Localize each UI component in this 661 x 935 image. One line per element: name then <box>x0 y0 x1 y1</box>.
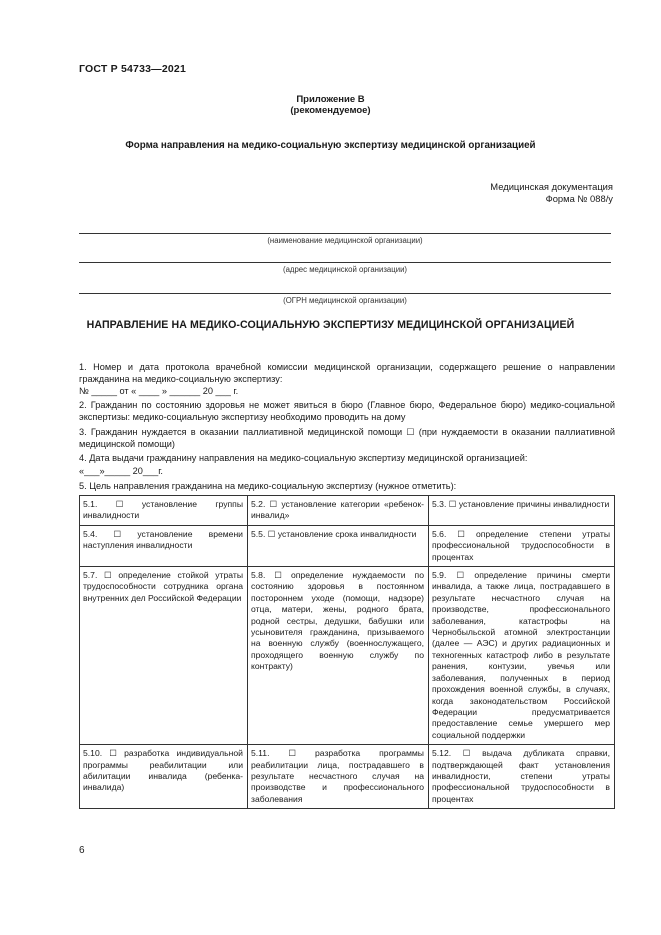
org-ogrn-line[interactable] <box>79 293 611 294</box>
org-name-line[interactable] <box>79 233 611 234</box>
item-4: 4. Дата выдачи гражданину направления на медико-социальную экспертизу медицинской организацией: <box>79 453 528 463</box>
table-row <box>80 745 615 809</box>
purpose-5-11[interactable]: 5.11. ☐ разработка программы реабилитации лица, пострадавшего в результате несчастного случая на производстве и профессионального заболевания <box>248 745 429 809</box>
document-meta <box>490 181 613 205</box>
purpose-5-1[interactable]: 5.1. ☐ установление группы инвалидности <box>80 496 248 526</box>
purpose-5-3[interactable]: 5.3. ☐ установление причины инвалидности <box>429 496 615 526</box>
purpose-5-2[interactable]: 5.2. ☐ установление категории «ребенок-инвалид» <box>248 496 429 526</box>
purpose-5-8[interactable]: 5.8. ☐ определение нуждаемости по состоянию здоровья в постоянном постороннем уходе (помощи, надзоре) отца, матери, жены, родного брата, родной сестры, дедушки, бабушки или усыновителя гражданина, призываемого на военную службу (военнослужащего, проходящего военную службу по контракту) <box>248 567 429 745</box>
table-row <box>80 525 615 566</box>
purpose-5-7[interactable]: 5.7. ☐ определение стойкой утраты трудоспособности сотрудника органа внутренних дел Российской Федерации <box>80 567 248 745</box>
purpose-5-4[interactable]: 5.4. ☐ установление времени наступления инвалидности <box>80 525 248 566</box>
annex-title: Приложение В <box>296 94 365 105</box>
item-4-fill[interactable]: «___»_____ 20___г. <box>79 466 163 476</box>
purpose-5-10[interactable]: 5.10. ☐ разработка индивидуальной программы реабилитации или абилитации инвалида (ребенка-инвалида) <box>80 745 248 809</box>
form-title: Форма направления на медико-социальную экспертизу медицинской организацией <box>125 140 536 151</box>
doc-type: Медицинская документация <box>490 181 613 192</box>
main-title: НАПРАВЛЕНИЕ НА МЕДИКО-СОЦИАЛЬНУЮ ЭКСПЕРТИЗУ МЕДИЦИНСКОЙ ОРГАНИЗАЦИЕЙ <box>86 319 575 331</box>
org-address-caption: (адрес медицинской организации) <box>282 265 408 274</box>
annex-note: (рекомендуемое) <box>290 105 371 116</box>
item-5: 5. Цель направления гражданина на медико-социальную экспертизу (нужное отметить): <box>79 481 457 491</box>
purpose-5-12[interactable]: 5.12. ☐ выдача дубликата справки, подтверждающей факт установления инвалидности, степени утраты профессиональной трудоспособности в процентах <box>429 745 615 809</box>
purpose-5-9[interactable]: 5.9. ☐ определение причины смерти инвалида, а также лица, пострадавшего в результате несчастного случая на производстве, профессионального заболевания, катастрофы на Чернобыльской атомной электростанции (далее — АЭС) и других радиационных и техногенных катастроф либо в результате ранения, контузии, увечья или заболевания, полученных в период прохождения военной службы, в случаях, когда законодательством Российской Федерации предусматривается предоставление семье умершего мер социальной поддержки <box>429 567 615 745</box>
table-row <box>80 567 615 745</box>
standard-number: ГОСТ Р 54733—2021 <box>79 63 187 75</box>
item-2: 2. Гражданин по состоянию здоровья не может явиться в бюро (Главное бюро, Федеральное бюро) медико-социальной экспертизы: медико-социальную экспертизу необходимо проводить на дому <box>79 400 615 423</box>
purpose-5-6[interactable]: 5.6. ☐ определение степени утраты профессиональной трудоспособности в процентах <box>429 525 615 566</box>
purpose-5-5[interactable]: 5.5. ☐ установление срока инвалидности <box>248 525 429 566</box>
purpose-table <box>79 495 615 809</box>
org-name-caption: (наименование медицинской организации) <box>267 236 423 245</box>
page-number: 6 <box>79 845 85 856</box>
item-3: 3. Гражданин нуждается в оказании паллиативной медицинской помощи ☐ (при нуждаемости в оказании паллиативной медицинской помощи) <box>79 427 615 450</box>
form-number: Форма № 088/у <box>545 193 613 204</box>
item-1: 1. Номер и дата протокола врачебной комиссии медицинской организации, содержащего решение о направлении гражданина на медико-социальную экспертизу: <box>79 362 615 385</box>
org-address-line[interactable] <box>79 262 611 263</box>
org-ogrn-caption: (ОГРН медицинской организации) <box>283 296 407 305</box>
table-row <box>80 496 615 526</box>
item-1-fill[interactable]: № _____ от « ____ » ______ 20 ___ г. <box>79 386 239 396</box>
